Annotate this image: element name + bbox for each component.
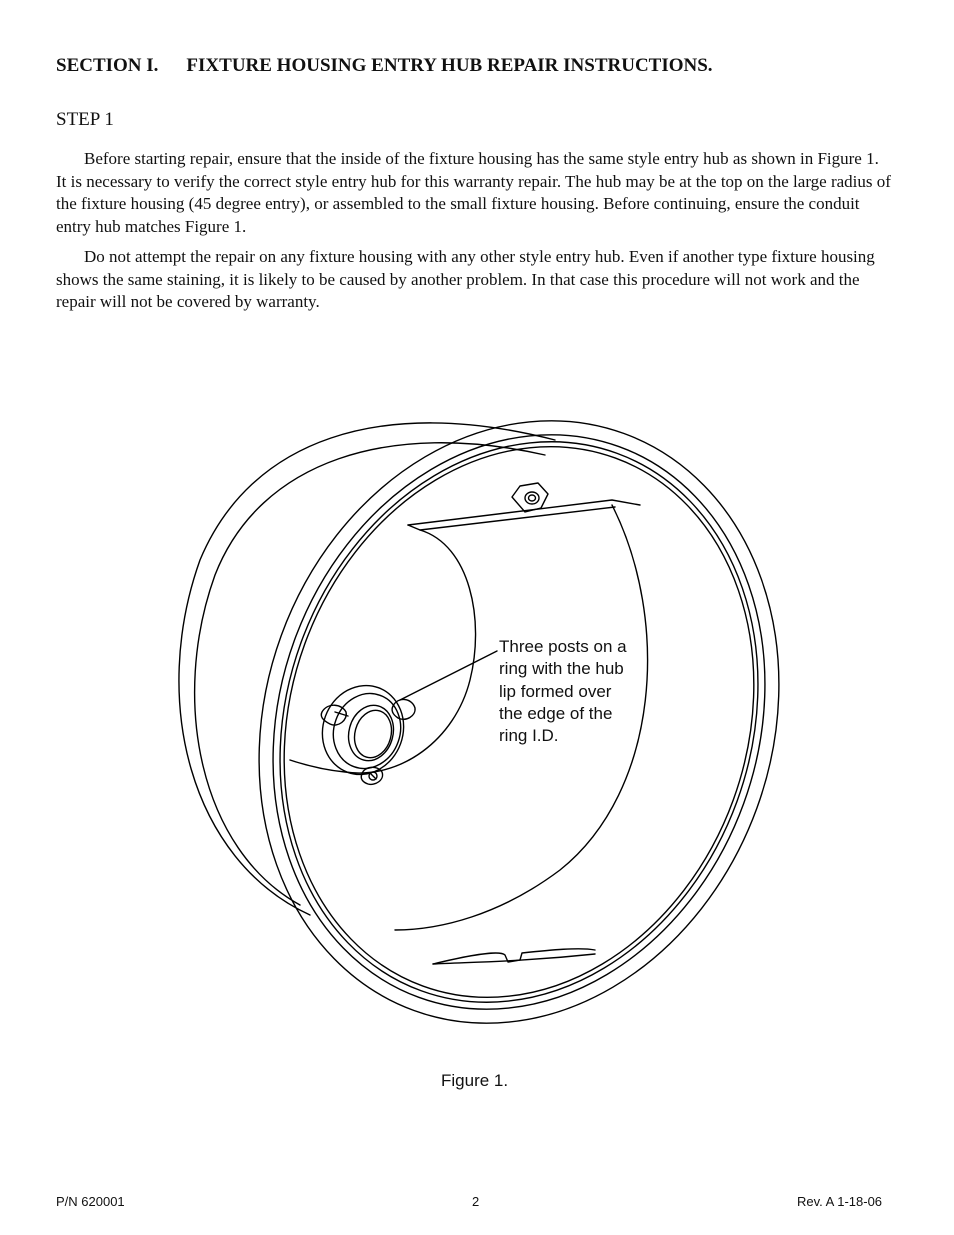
callout-line: ring with the hub bbox=[499, 659, 624, 679]
footer-part-number: P/N 620001 bbox=[56, 1194, 125, 1209]
top-nut bbox=[512, 483, 548, 512]
hub-callout-text bbox=[499, 636, 649, 747]
callout-line: the edge of the bbox=[499, 703, 613, 723]
hub-post-left bbox=[321, 705, 346, 725]
callout-line: Three posts on a bbox=[499, 637, 627, 656]
section-number: SECTION I. bbox=[56, 55, 159, 76]
top-mounting-plate bbox=[408, 500, 640, 525]
section-title: FIXTURE HOUSING ENTRY HUB REPAIR INSTRUCTIONS. bbox=[186, 55, 713, 76]
footer-page-number: 2 bbox=[472, 1194, 480, 1209]
step-title: STEP 1 bbox=[56, 109, 114, 130]
callout-line: ring I.D. bbox=[499, 726, 559, 746]
callout-line: lip formed over bbox=[499, 681, 612, 701]
callout-leader-line bbox=[400, 651, 497, 700]
figure-caption: Figure 1. bbox=[441, 1071, 509, 1090]
paragraph-hub-verification: Before starting repair, ensure that the inside of the fixture housing has the same style entry hub as shown in Figure 1. It is necessary to verify the correct style entry hub for this warranty repair. The hub may be at the top on the large radius of the fixture housing (45 degree entry), or assembled to the small fixture housing. Before continuing, ensure the conduit entry hub matches Figure 1. bbox=[56, 149, 891, 236]
paragraph-warranty-warning: Do not attempt the repair on any fixture housing with any other style entry hub. Even if another type fixture housing shows the same staining, it is likely to be caused by another problem. In that case this procedure will not work and the repair will not be covered by warranty. bbox=[56, 247, 875, 311]
footer-revision: Rev. A 1-18-06 bbox=[797, 1194, 883, 1209]
housing-back-rim-inner bbox=[195, 443, 545, 905]
inner-back-wall bbox=[290, 530, 476, 773]
